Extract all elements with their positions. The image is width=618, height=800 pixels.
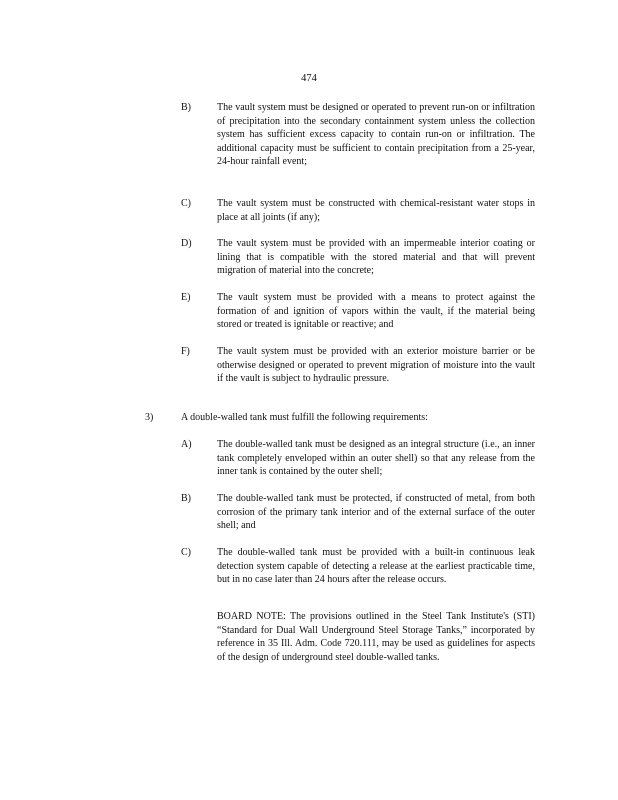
list-item-label: D) [181,238,192,249]
list-item-label: E) [181,292,191,303]
section-label: 3) [145,412,154,423]
list-item-label: C) [181,547,191,558]
list-item-text: The vault system must be designed or operated to prevent run-on or infiltration of precipitation into the secondary containment system unless the collection system has sufficient excess capacity to contain run-on or infiltration. The additional capacity must be sufficient to contain precipitation from a 25-year, 24-hour rainfall event; [217,102,535,168]
list-item-text: The double-walled tank must be provided with a built-in continuous leak detection system capable of detecting a release at the earliest practicable time, but in no case later than 24 hours after the release occurs. [217,547,535,586]
list-item-label: B) [181,102,191,113]
list-item-label: F) [181,346,190,357]
list-item-label: B) [181,493,191,504]
page-number: 474 [301,73,317,84]
list-item-text: The vault system must be constructed with chemical-resistant water stops in place at all joints (if any); [217,198,535,223]
list-item-text: The vault system must be provided with an impermeable interior coating or lining that is compatible with the stored material and that will prevent migration of material into the concrete; [217,238,535,277]
board-note: BOARD NOTE: The provisions outlined in the Steel Tank Institute's (STI) “Standard for Dual Wall Underground Steel Storage Tanks,” incorporated by reference in 35 Ill. Adm. Code 720.111, may be used as guidelines for aspects of the design of underground steel double-walled tanks. [217,611,535,663]
list-item-label: C) [181,198,191,209]
list-item-text: The vault system must be provided with a means to protect against the formation of and ignition of vapors within the vault, if the material being stored or treated is ignitable or reactive; and [217,292,535,331]
list-item-text: The double-walled tank must be protected, if constructed of metal, from both corrosion of the primary tank interior and of the external surface of the outer shell; and [217,493,535,532]
list-item-text: The vault system must be provided with an exterior moisture barrier or be otherwise designed or operated to prevent migration of moisture into the vault if the vault is subject to hydraulic pressure. [217,346,535,385]
list-item-label: A) [181,439,192,450]
section-text: A double-walled tank must fulfill the following requirements: [181,412,428,423]
list-item-text: The double-walled tank must be designed as an integral structure (i.e., an inner tank completely enveloped within an outer shell) so that any release from the inner tank is contained by the outer shell; [217,439,535,478]
